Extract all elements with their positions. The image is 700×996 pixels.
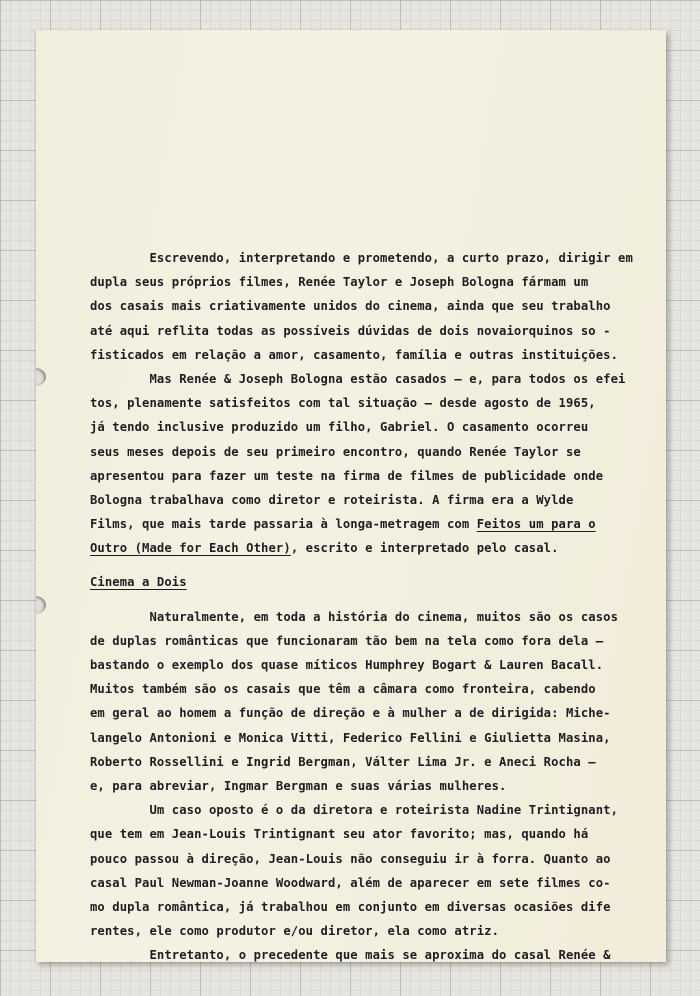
text-line: Bologna trabalhava como diretor e roteirista. A firma era a Wylde [90,492,574,507]
text-segment: Films, que mais tarde passaria à longa-metragem com [90,517,477,532]
text-line: bastando o exemplo dos quase míticos Humphrey Bogart & Lauren Bacall. [90,658,604,672]
text-line: dos casais mais criativamente unidos do cinema, ainda que seu trabalho [90,299,611,314]
text-line: rentes, ele como produtor e/ou diretor, ela como atriz. [90,924,500,939]
paragraph [90,798,650,943]
text-line: apresentou para fazer um teste na firma de filmes de publicidade onde [90,468,604,483]
typewritten-page [36,30,666,962]
text-line [90,512,650,536]
film-title: Outro (Made for Each Other) [90,541,291,556]
section-heading: Cinema a Dois [90,575,187,590]
text-line: em geral ao homem a função de direção e à mulher a de dirigida: Miche- [90,706,611,721]
paragraph [90,246,650,367]
text-line: Escrevendo, interpretando e prometendo, a curto prazo, dirigir em [90,251,633,265]
paragraph [90,367,650,561]
text-line: já tendo inclusive produzido um filho, Gabriel. O casamento ocorreu [90,420,589,435]
punch-hole [36,596,46,614]
text-line: pouco passou à direção, Jean-Louis não conseguiu ir à forra. Quanto ao [90,851,611,866]
punch-hole [36,368,46,386]
paragraph [90,605,650,799]
text-line: Entretanto, o precedente que mais se aproxima do casal Renée & [90,948,611,962]
text-line: até aqui reflita todas as possíveis dúvidas de dois novaiorquinos so - [90,323,611,338]
text-line: langelo Antonioni e Monica Vitti, Federico Fellini e Giulietta Masina, [90,730,611,745]
text-line: Mas Renée & Joseph Bologna estão casados — e, para todos os efei [90,371,626,386]
text-line: tos, plenamente satisfeitos com tal situação — desde agosto de 1965, [90,396,596,411]
text-line: casal Paul Newman-Joanne Woodward, além de aparecer em sete filmes co- [90,875,611,890]
text-segment: , escrito e interpretado pelo casal. [290,541,559,556]
text-line: seus meses depois de seu primeiro encontro, quando Renée Taylor se [90,444,581,459]
text-line: Naturalmente, em toda a história do cinema, muitos são os casos [90,609,619,624]
text-line: dupla seus próprios filmes, Renée Taylor e Joseph Bologna fármam um [90,275,589,290]
text-line: que tem em Jean-Louis Trintignant seu ator favorito; mas, quando há [90,827,589,842]
text-line: de duplas românticas que funcionaram tão bem na tela como fora dela — [90,633,604,648]
text-line [90,536,650,560]
text-line: Muitos também são os casais que têm a câmara como fronteira, cabendo [90,682,596,697]
text-line: fisticados em relação a amor, casamento, família e outras instituições. [90,347,619,362]
text-line: e, para abreviar, Ingmar Bergman e suas várias mulheres. [90,778,507,793]
text-line: mo dupla romântica, já trabalhou em conjunto em diversas ocasiões dife [90,899,611,914]
film-title: Feitos um para o [476,517,596,532]
text-line: Um caso oposto é o da diretora e roteirista Nadine Trintignant, [90,803,619,818]
text-line: Roberto Rossellini e Ingrid Bergman, Válter Lima Jr. e Aneci Rocha — [90,754,596,769]
paragraph [90,943,650,962]
document-body [90,246,650,962]
